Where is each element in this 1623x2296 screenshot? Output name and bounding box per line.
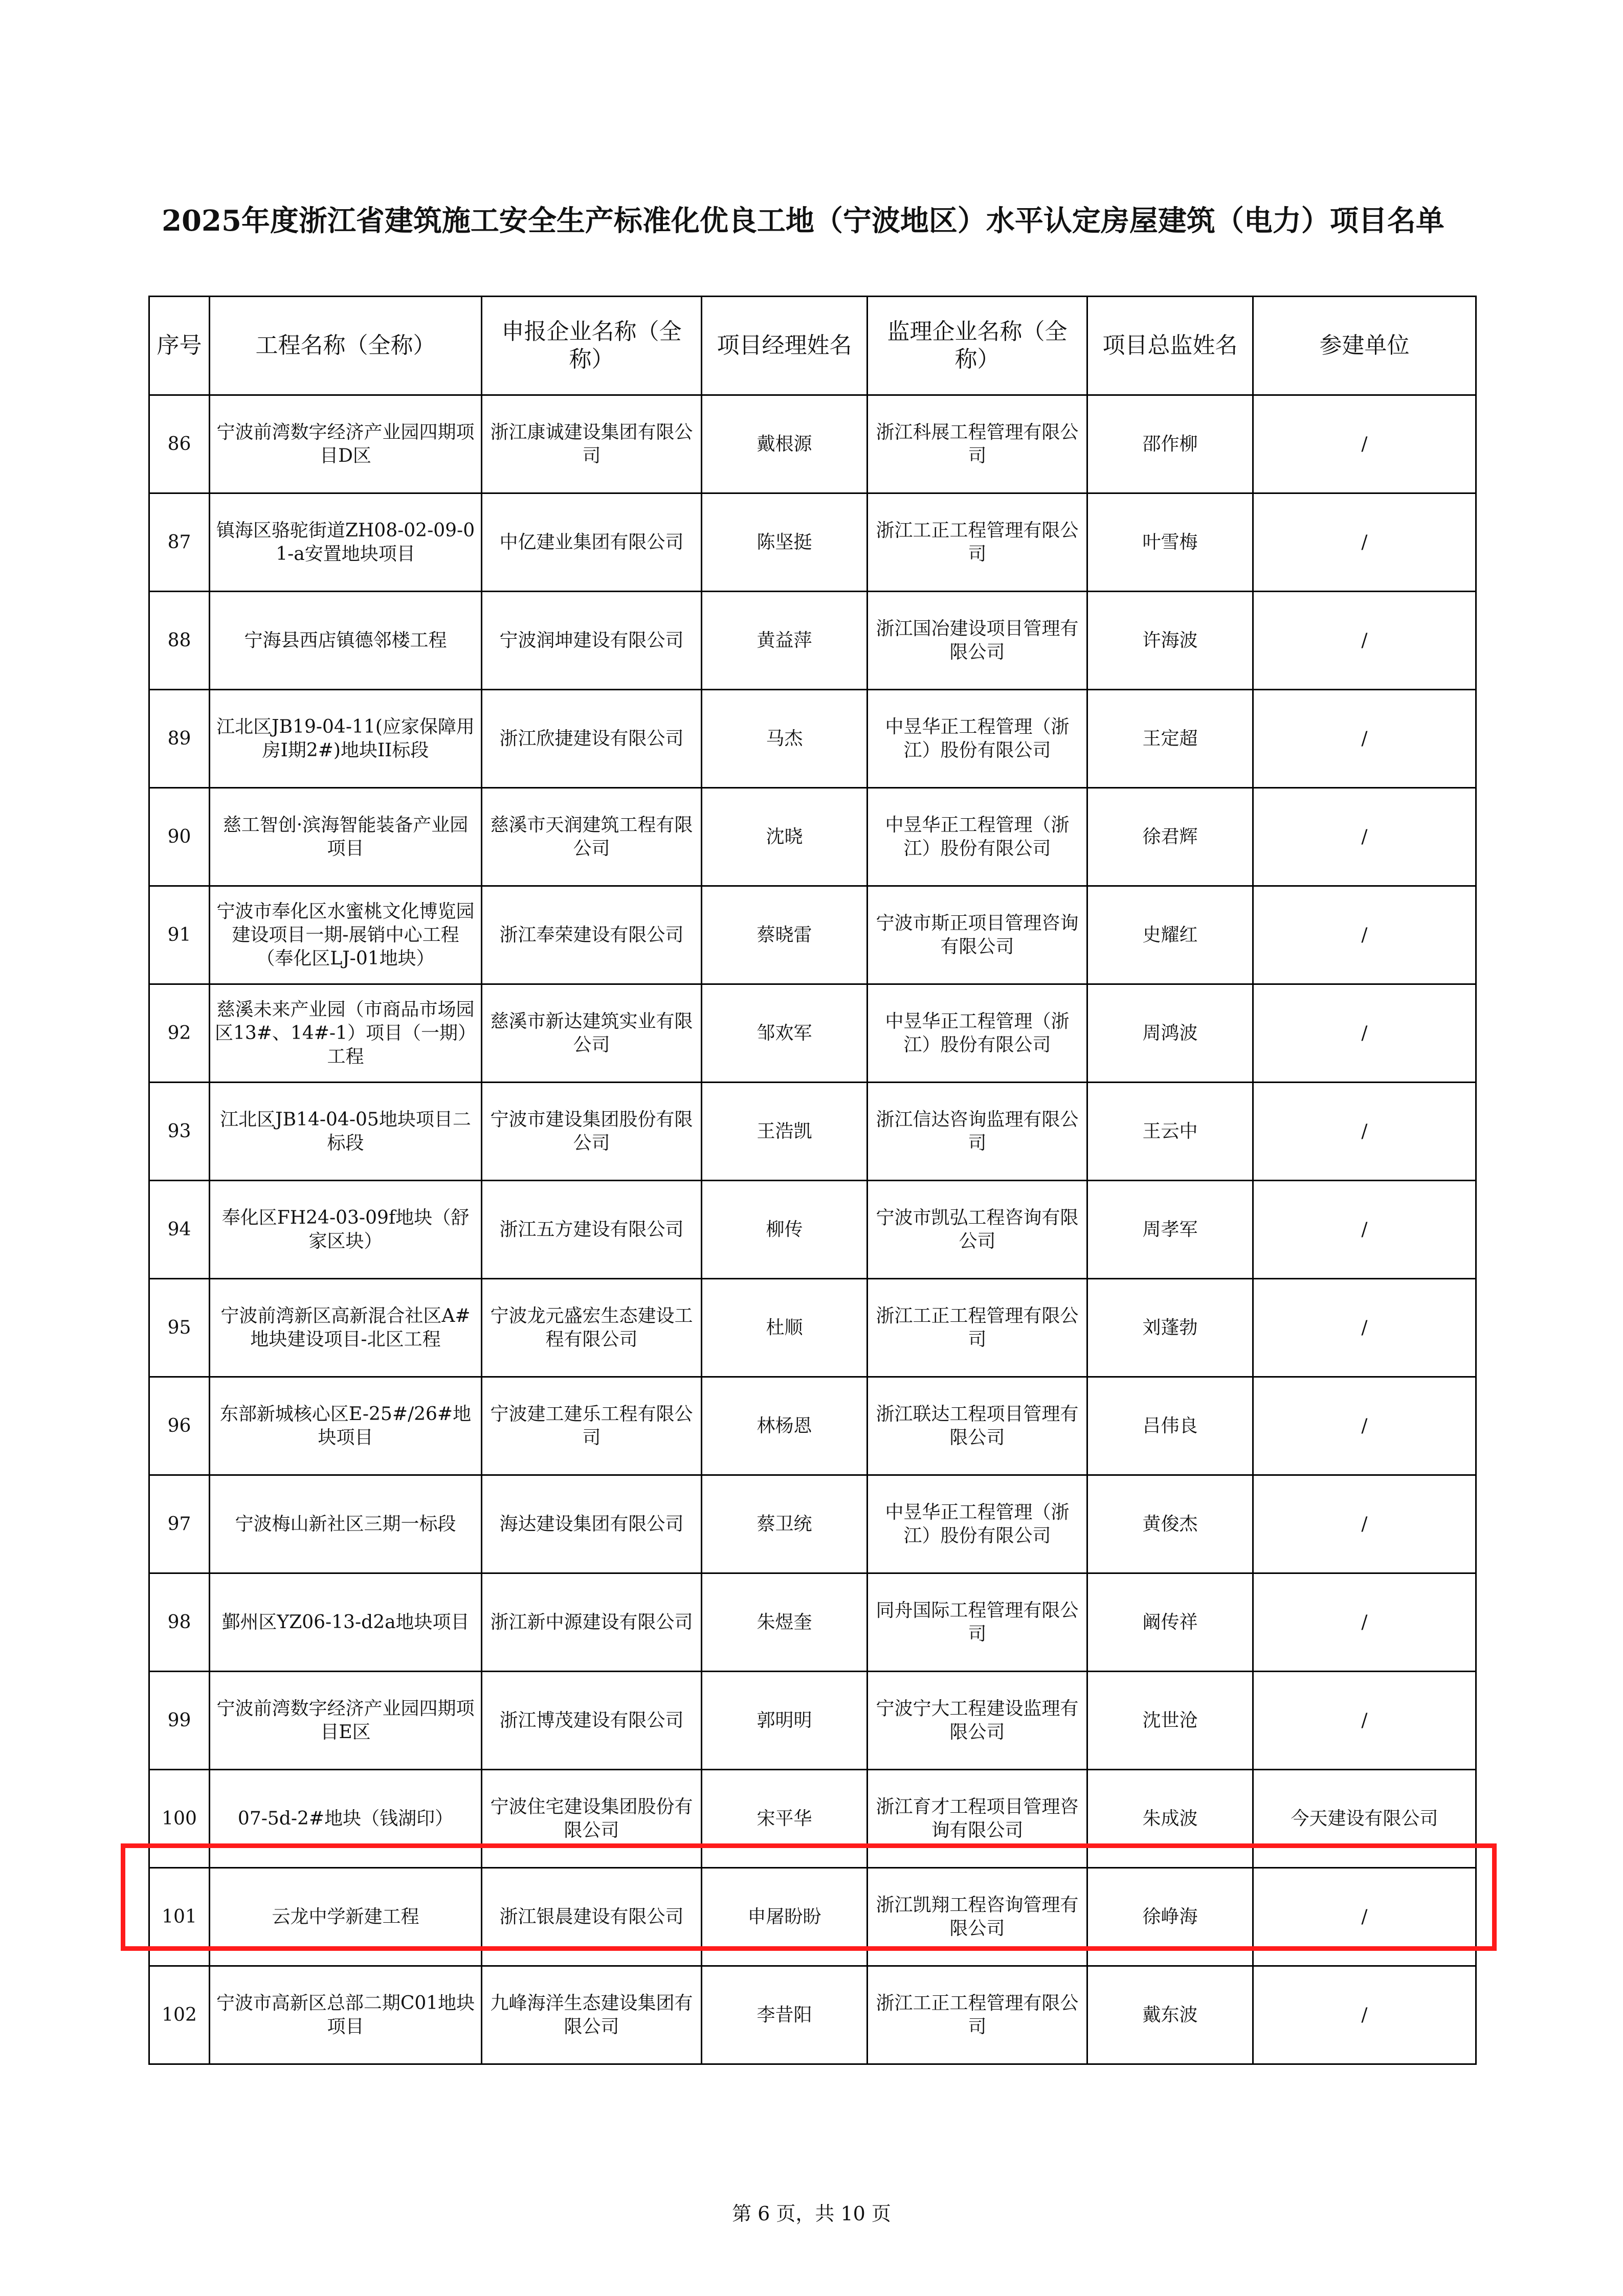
cell-manager: 陈坚挺 <box>702 493 868 592</box>
cell-supervisor-company: 浙江育才工程项目管理咨询有限公司 <box>868 1770 1087 1868</box>
cell-seq: 91 <box>149 886 210 984</box>
cell-project-name: 镇海区骆驼街道ZH08-02-09-01-a安置地块项目 <box>210 493 482 592</box>
cell-participant: / <box>1253 690 1476 788</box>
cell-seq: 95 <box>149 1279 210 1377</box>
cell-chief-supervisor: 徐君辉 <box>1087 788 1253 886</box>
cell-participant: / <box>1253 1377 1476 1475</box>
table-row <box>149 886 1476 984</box>
cell-seq: 101 <box>149 1868 210 1966</box>
cell-chief-supervisor: 刘蓬勃 <box>1087 1279 1253 1377</box>
cell-applicant: 浙江新中源建设有限公司 <box>482 1573 702 1672</box>
cell-seq: 102 <box>149 1966 210 2064</box>
cell-participant: / <box>1253 1672 1476 1770</box>
table-row <box>149 493 1476 592</box>
page-footer: 第 6 页，共 10 页 <box>732 2202 891 2225</box>
cell-supervisor-company: 浙江国冶建设项目管理有限公司 <box>868 592 1087 690</box>
cell-supervisor-company: 宁波市斯正项目管理咨询有限公司 <box>868 886 1087 984</box>
table-row <box>149 984 1476 1083</box>
header-applicant: 申报企业名称（全称） <box>482 297 702 395</box>
cell-chief-supervisor: 徐峥海 <box>1087 1868 1253 1966</box>
cell-applicant: 慈溪市新达建筑实业有限公司 <box>482 984 702 1083</box>
cell-chief-supervisor: 邵作柳 <box>1087 395 1253 493</box>
cell-supervisor-company: 浙江凯翔工程咨询管理有限公司 <box>868 1868 1087 1966</box>
cell-seq: 98 <box>149 1573 210 1672</box>
cell-applicant: 宁波住宅建设集团股份有限公司 <box>482 1770 702 1868</box>
cell-chief-supervisor: 黄俊杰 <box>1087 1475 1253 1573</box>
cell-applicant: 海达建设集团有限公司 <box>482 1475 702 1573</box>
cell-chief-supervisor: 王定超 <box>1087 690 1253 788</box>
cell-seq: 94 <box>149 1181 210 1279</box>
cell-manager: 朱煜奎 <box>702 1573 868 1672</box>
table-row <box>149 1475 1476 1573</box>
table-row <box>149 1573 1476 1672</box>
cell-participant: / <box>1253 1868 1476 1966</box>
cell-seq: 92 <box>149 984 210 1083</box>
cell-supervisor-company: 宁波市凯弘工程咨询有限公司 <box>868 1181 1087 1279</box>
cell-manager: 柳传 <box>702 1181 868 1279</box>
cell-project-name: 慈溪未来产业园（市商品市场园区13#、14#-1）项目（一期）工程 <box>210 984 482 1083</box>
cell-manager: 林杨恩 <box>702 1377 868 1475</box>
document-title: 2025年度浙江省建筑施工安全生产标准化优良工地（宁波地区）水平认定房屋建筑（电力）项目名单 <box>162 204 1444 238</box>
cell-participant: / <box>1253 1083 1476 1181</box>
cell-applicant: 中亿建业集团有限公司 <box>482 493 702 592</box>
cell-supervisor-company: 浙江工正工程管理有限公司 <box>868 1279 1087 1377</box>
cell-participant: / <box>1253 493 1476 592</box>
cell-supervisor-company: 浙江科展工程管理有限公司 <box>868 395 1087 493</box>
cell-manager: 王浩凯 <box>702 1083 868 1181</box>
cell-project-name: 云龙中学新建工程 <box>210 1868 482 1966</box>
table-row <box>149 395 1476 493</box>
cell-chief-supervisor: 王云中 <box>1087 1083 1253 1181</box>
cell-supervisor-company: 浙江信达咨询监理有限公司 <box>868 1083 1087 1181</box>
header-supervisor-company: 监理企业名称（全称） <box>868 297 1087 395</box>
cell-participant: / <box>1253 788 1476 886</box>
cell-manager: 杜顺 <box>702 1279 868 1377</box>
cell-chief-supervisor: 戴东波 <box>1087 1966 1253 2064</box>
cell-supervisor-company: 宁波宁大工程建设监理有限公司 <box>868 1672 1087 1770</box>
cell-manager: 沈晓 <box>702 788 868 886</box>
cell-participant: / <box>1253 1475 1476 1573</box>
cell-applicant: 宁波润坤建设有限公司 <box>482 592 702 690</box>
cell-participant: / <box>1253 886 1476 984</box>
cell-seq: 99 <box>149 1672 210 1770</box>
header-chief-supervisor: 项目总监姓名 <box>1087 297 1253 395</box>
cell-seq: 97 <box>149 1475 210 1573</box>
cell-seq: 88 <box>149 592 210 690</box>
cell-manager: 蔡晓雷 <box>702 886 868 984</box>
cell-chief-supervisor: 叶雪梅 <box>1087 493 1253 592</box>
cell-participant: / <box>1253 395 1476 493</box>
cell-supervisor-company: 中昱华正工程管理（浙江）股份有限公司 <box>868 1475 1087 1573</box>
cell-manager: 黄益萍 <box>702 592 868 690</box>
cell-chief-supervisor: 周鸿波 <box>1087 984 1253 1083</box>
header-seq: 序号 <box>149 297 210 395</box>
cell-supervisor-company: 同舟国际工程管理有限公司 <box>868 1573 1087 1672</box>
cell-chief-supervisor: 吕伟良 <box>1087 1377 1253 1475</box>
header-project-name: 工程名称（全称） <box>210 297 482 395</box>
table-row <box>149 690 1476 788</box>
cell-seq: 100 <box>149 1770 210 1868</box>
cell-supervisor-company: 浙江工正工程管理有限公司 <box>868 1966 1087 2064</box>
cell-applicant: 慈溪市天润建筑工程有限公司 <box>482 788 702 886</box>
cell-project-name: 宁波前湾数字经济产业园四期项目E区 <box>210 1672 482 1770</box>
cell-applicant: 浙江博茂建设有限公司 <box>482 1672 702 1770</box>
cell-applicant: 宁波建工建乐工程有限公司 <box>482 1377 702 1475</box>
project-table <box>148 296 1477 2065</box>
highlight-box <box>121 1843 1497 1951</box>
cell-chief-supervisor: 朱成波 <box>1087 1770 1253 1868</box>
cell-participant: / <box>1253 1966 1476 2064</box>
cell-manager: 宋平华 <box>702 1770 868 1868</box>
header-participant: 参建单位 <box>1253 297 1476 395</box>
cell-chief-supervisor: 沈世沧 <box>1087 1672 1253 1770</box>
table-row <box>149 1672 1476 1770</box>
cell-supervisor-company: 浙江工正工程管理有限公司 <box>868 493 1087 592</box>
cell-participant: / <box>1253 1279 1476 1377</box>
cell-applicant: 浙江康诚建设集团有限公司 <box>482 395 702 493</box>
cell-seq: 89 <box>149 690 210 788</box>
cell-project-name: 慈工智创·滨海智能装备产业园项目 <box>210 788 482 886</box>
cell-supervisor-company: 中昱华正工程管理（浙江）股份有限公司 <box>868 984 1087 1083</box>
header-manager: 项目经理姓名 <box>702 297 868 395</box>
cell-participant: / <box>1253 1573 1476 1672</box>
cell-project-name: 宁波前湾数字经济产业园四期项目D区 <box>210 395 482 493</box>
table-row <box>149 592 1476 690</box>
cell-project-name: 宁波市高新区总部二期C01地块项目 <box>210 1966 482 2064</box>
cell-participant: / <box>1253 1181 1476 1279</box>
cell-project-name: 东部新城核心区E-25#/26#地块项目 <box>210 1377 482 1475</box>
table-row <box>149 1083 1476 1181</box>
cell-participant: / <box>1253 984 1476 1083</box>
cell-project-name: 宁波市奉化区水蜜桃文化博览园建设项目一期-展销中心工程（奉化区LJ-01地块） <box>210 886 482 984</box>
cell-seq: 86 <box>149 395 210 493</box>
cell-applicant: 浙江奉荣建设有限公司 <box>482 886 702 984</box>
table-row <box>149 1181 1476 1279</box>
cell-applicant: 浙江五方建设有限公司 <box>482 1181 702 1279</box>
cell-applicant: 浙江银晨建设有限公司 <box>482 1868 702 1966</box>
table-row <box>149 1377 1476 1475</box>
cell-manager: 李昔阳 <box>702 1966 868 2064</box>
cell-applicant: 宁波市建设集团股份有限公司 <box>482 1083 702 1181</box>
cell-chief-supervisor: 周孝军 <box>1087 1181 1253 1279</box>
cell-applicant: 浙江欣捷建设有限公司 <box>482 690 702 788</box>
table-row <box>149 1279 1476 1377</box>
cell-seq: 90 <box>149 788 210 886</box>
cell-manager: 戴根源 <box>702 395 868 493</box>
cell-project-name: 宁波梅山新社区三期一标段 <box>210 1475 482 1573</box>
cell-participant: / <box>1253 592 1476 690</box>
cell-project-name: 鄞州区YZ06-13-d2a地块项目 <box>210 1573 482 1672</box>
cell-participant: 今天建设有限公司 <box>1253 1770 1476 1868</box>
cell-manager: 申屠盼盼 <box>702 1868 868 1966</box>
cell-project-name: 宁波前湾新区高新混合社区A#地块建设项目-北区工程 <box>210 1279 482 1377</box>
cell-manager: 邹欢军 <box>702 984 868 1083</box>
cell-seq: 87 <box>149 493 210 592</box>
cell-seq: 96 <box>149 1377 210 1475</box>
table-row <box>149 788 1476 886</box>
table-row <box>149 1966 1476 2064</box>
cell-project-name: 奉化区FH24-03-09f地块（舒家区块） <box>210 1181 482 1279</box>
cell-supervisor-company: 浙江联达工程项目管理有限公司 <box>868 1377 1087 1475</box>
cell-seq: 93 <box>149 1083 210 1181</box>
cell-project-name: 宁海县西店镇德邻楼工程 <box>210 592 482 690</box>
table-header-row <box>149 297 1476 395</box>
cell-chief-supervisor: 阚传祥 <box>1087 1573 1253 1672</box>
cell-chief-supervisor: 许海波 <box>1087 592 1253 690</box>
cell-manager: 蔡卫统 <box>702 1475 868 1573</box>
cell-project-name: 07-5d-2#地块（钱湖印） <box>210 1770 482 1868</box>
cell-applicant: 宁波龙元盛宏生态建设工程有限公司 <box>482 1279 702 1377</box>
cell-manager: 马杰 <box>702 690 868 788</box>
cell-project-name: 江北区JB14-04-05地块项目二标段 <box>210 1083 482 1181</box>
cell-supervisor-company: 中昱华正工程管理（浙江）股份有限公司 <box>868 690 1087 788</box>
cell-applicant: 九峰海洋生态建设集团有限公司 <box>482 1966 702 2064</box>
cell-chief-supervisor: 史耀红 <box>1087 886 1253 984</box>
cell-project-name: 江北区JB19-04-11(应家保障用房I期2#)地块II标段 <box>210 690 482 788</box>
cell-manager: 郭明明 <box>702 1672 868 1770</box>
cell-supervisor-company: 中昱华正工程管理（浙江）股份有限公司 <box>868 788 1087 886</box>
